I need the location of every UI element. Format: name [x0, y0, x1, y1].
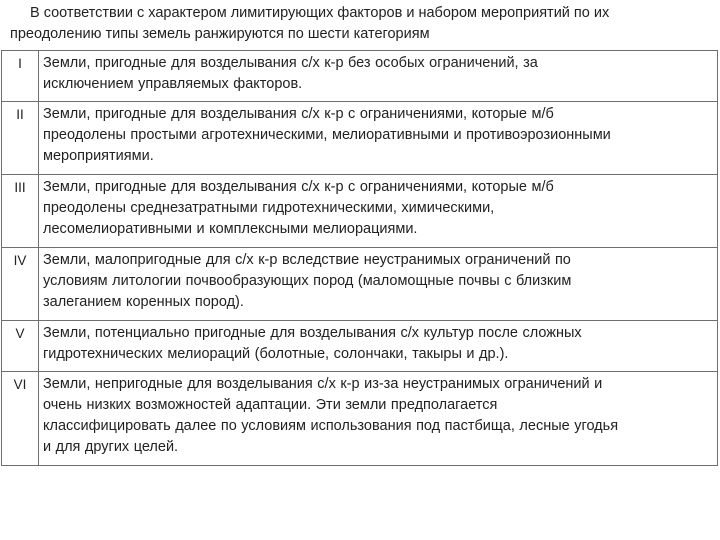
category-row-3 — [2, 175, 718, 248]
description-line: очень низких возможностей адаптации. Эти земли предполагается — [43, 397, 498, 413]
description-line: условиям литологии почвообразующих пород (маломощные почвы с близким — [43, 273, 572, 289]
category-description — [39, 372, 718, 466]
description-line: лесомелиоративными и комплексными мелиорациями. — [43, 221, 418, 237]
heading-line-2: преодолению типы земель ранжируются по шести категориям — [10, 26, 430, 42]
description-line: гидротехнических мелиораций (болотные, солончаки, такыры и др.). — [43, 346, 509, 362]
category-description — [39, 102, 718, 175]
description-line: Земли, малопригодные для с/х к-р вследствие неустранимых ограничений по — [43, 252, 571, 268]
description-line: преодолены среднезатратными гидротехническими, химическими, — [43, 200, 495, 216]
description-line: и для других целей. — [43, 439, 179, 455]
description-line: залеганием коренных пород). — [43, 294, 244, 310]
heading-line-1: В соответствии с характером лимитирующих факторов и набором мероприятий по их — [30, 5, 610, 21]
category-description — [39, 248, 718, 321]
description-line: Земли, пригодные для возделывания с/х к-р с ограничениями, которые м/б — [43, 106, 554, 122]
description-line: Земли, потенциально пригодные для возделывания с/х культур после сложных — [43, 325, 582, 341]
category-description — [39, 51, 718, 102]
description-line: преодолены простыми агротехническими, мелиоративными и противоэрозионными — [43, 127, 611, 143]
category-description — [39, 175, 718, 248]
description-line: классифицировать далее по условиям использования под пастбища, лесные угодья — [43, 418, 619, 434]
category-row-6 — [2, 372, 718, 466]
heading — [10, 3, 710, 45]
description-line: исключением управляемых факторов. — [43, 76, 303, 92]
categories-table — [1, 50, 718, 466]
category-row-4 — [2, 248, 718, 321]
description-line: Земли, пригодные для возделывания с/х к-р без особых ограничений, за — [43, 55, 538, 71]
description-line: Земли, непригодные для возделывания с/х к-р из-за неустранимых ограничений и — [43, 376, 603, 392]
category-numeral: IV — [2, 248, 39, 321]
category-row-2 — [2, 102, 718, 175]
description-line: мероприятиями. — [43, 148, 154, 164]
category-description — [39, 321, 718, 372]
description-line: Земли, пригодные для возделывания с/х к-р с ограничениями, которые м/б — [43, 179, 554, 195]
category-numeral: I — [2, 51, 39, 102]
category-numeral: II — [2, 102, 39, 175]
category-row-1 — [2, 51, 718, 102]
category-numeral: III — [2, 175, 39, 248]
category-numeral: V — [2, 321, 39, 372]
category-numeral: VI — [2, 372, 39, 466]
category-row-5 — [2, 321, 718, 372]
